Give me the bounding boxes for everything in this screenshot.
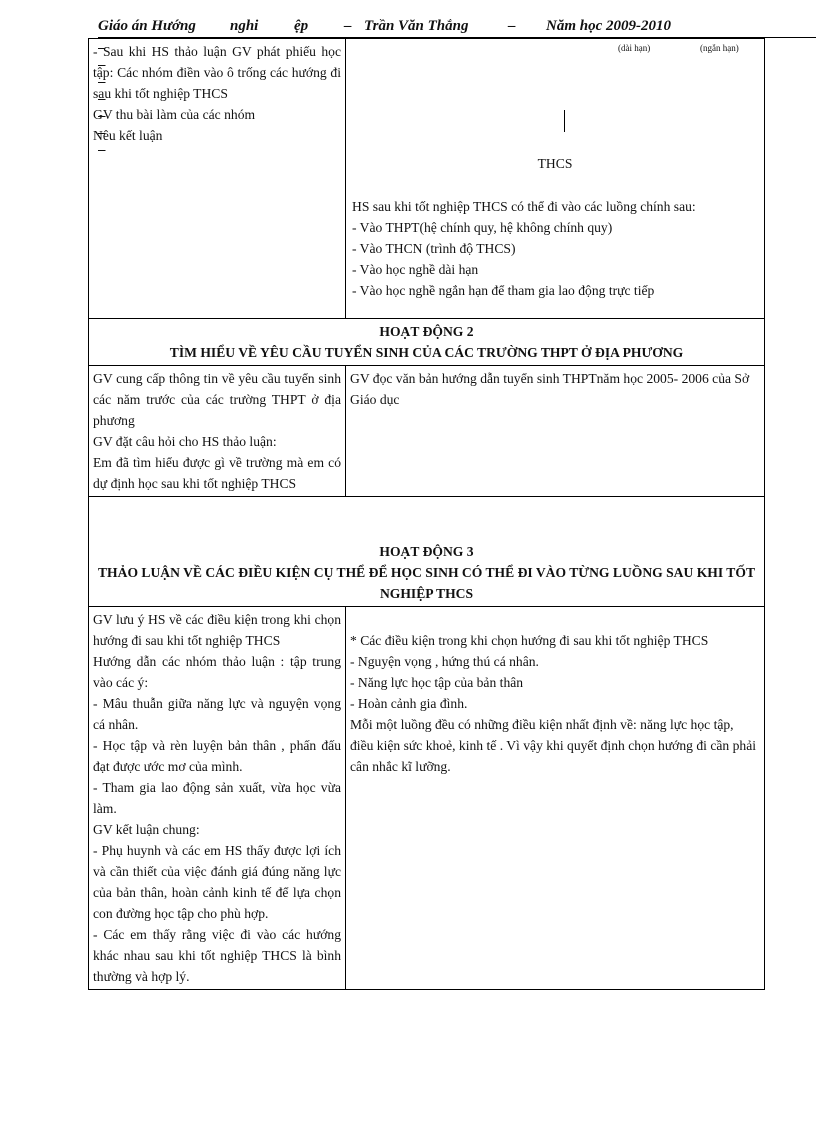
section1-right-line: - Vào THCN (trình độ THCS) <box>352 241 516 256</box>
diagram-label-long-term: (dài hạn) <box>618 43 651 53</box>
section1-row <box>89 39 765 319</box>
activity3-left-line: - Học tập và rèn luyện bản thân , phấn đấu đạt được ước mơ của mình. <box>93 738 341 774</box>
section1-right-cell <box>346 39 765 319</box>
activity3-left-line: - Phụ huynh và các em HS thấy được lợi ích và cần thiết của việc đánh giá đúng năng lực của bản thân, hoàn cảnh kinh tế để lựa chọn con đường học tập cho phù hợp. <box>93 843 341 921</box>
activity3-right-line: - Năng lực học tập của bản thân <box>350 675 524 690</box>
header-separator-1: – <box>344 18 352 34</box>
activity3-left-line: - Mâu thuẫn giữa năng lực và nguyện vọng cá nhân. <box>93 696 341 732</box>
diagram-label-short-term: (ngắn hạn) <box>700 43 739 53</box>
activity3-right-cell <box>346 607 765 990</box>
activity3-left-line: Hướng dẫn các nhóm thảo luận : tập trung vào các ý: <box>93 654 341 690</box>
section1-diagram-area <box>350 41 760 316</box>
activity3-right-line: * Các điều kiện trong khi chọn hướng đi sau khi tốt nghiệp THCS <box>350 633 709 648</box>
section1-right-line: - Vào THPT(hệ chính quy, hệ không chính quy) <box>352 220 613 235</box>
activity3-left-line: GV kết luận chung: <box>93 822 200 837</box>
section1-right-line: HS sau khi tốt nghiệp THCS có thể đi vào các luồng chính sau: <box>352 199 696 214</box>
activity2-subtitle: TÌM HIỂU VỀ YÊU CẦU TUYỂN SINH CỦA CÁC TRƯỜNG THPT Ở ĐỊA PHƯƠNG <box>169 345 684 360</box>
activity3-heading-cell <box>89 497 765 607</box>
section1-right-line: - Vào học nghề ngắn hạn để tham gia lao động trực tiếp <box>352 283 655 298</box>
activity3-right-line: - Hoàn cảnh gia đình. <box>350 696 468 711</box>
activity2-left-cell <box>89 366 346 497</box>
activity2-right-line: GV đọc văn bản hướng dẫn tuyển sinh THPTnăm học 2005- 2006 của Sở Giáo dục <box>350 371 750 407</box>
lesson-table <box>88 38 765 990</box>
section1-right-text <box>352 196 756 301</box>
activity2-left-line: GV đặt câu hỏi cho HS thảo luận: <box>93 434 277 449</box>
activity2-heading-cell <box>89 319 765 366</box>
activity2-right-cell <box>346 366 765 497</box>
activity3-right-line: - Nguyện vọng , hứng thú cá nhân. <box>350 654 539 669</box>
section1-left-line: Nêu kết luận <box>93 128 163 143</box>
page-header <box>98 18 816 36</box>
diagram-connector-line <box>564 110 565 132</box>
activity2-heading-row <box>89 319 765 366</box>
activity2-title: HOẠT ĐỘNG 2 <box>379 324 474 339</box>
activity3-content-row <box>89 607 765 990</box>
activity3-title: HOẠT ĐỘNG 3 <box>379 544 474 559</box>
activity3-left-line: - Tham gia lao động sản xuất, vừa học vừa làm. <box>93 780 341 816</box>
activity3-heading-row <box>89 497 765 607</box>
heading-spacer <box>93 499 760 541</box>
diagram-center-label: THCS <box>537 156 573 171</box>
header-part1: Giáo án Hướng <box>98 18 196 34</box>
section1-right-line: - Vào học nghề dài hạn <box>352 262 479 277</box>
activity3-left-cell <box>89 607 346 990</box>
header-author: Trần Văn Thắng <box>364 18 469 34</box>
activity3-left-line: - Các em thấy rằng việc đi vào các hướng khác nhau sau khi tốt nghiệp THCS là bình thường và hợp lý. <box>93 927 341 984</box>
section1-left-line: GV thu bài làm của các nhóm <box>93 107 256 122</box>
activity2-left-line: Em đã tìm hiểu được gì về trường mà em có dự định học sau khi tốt nghiệp THCS <box>93 455 341 491</box>
header-part2: nghi <box>230 18 259 34</box>
activity3-left-line: GV lưu ý HS về các điều kiện trong khi chọn hướng đi sau khi tốt nghiệp THCS <box>93 612 341 648</box>
header-school-year: Năm học 2009-2010 <box>546 18 671 34</box>
section1-left-line: - Sau khi HS thảo luận GV phát phiếu học tập: Các nhóm điền vào ô trống các hướng đi sau khi tốt nghiệp THCS <box>93 44 341 101</box>
spacer <box>350 609 760 630</box>
activity3-subtitle: THẢO LUẬN VỀ CÁC ĐIỀU KIỆN CỤ THỂ ĐỂ HỌC SINH CÓ THỂ ĐI VÀO TỪNG LUỒNG SAU KHI TỐT NGHIỆP THCS <box>97 565 756 601</box>
activity2-left-line: GV cung cấp thông tin về yêu cầu tuyển sinh các năm trước của các trường THPT ở địa phương <box>93 371 341 428</box>
activity2-content-row <box>89 366 765 497</box>
header-part3: ệp <box>294 18 309 34</box>
section1-left-cell <box>89 39 346 319</box>
header-separator-2: – <box>508 18 516 34</box>
activity3-right-line: Mỗi một luồng đều có những điều kiện nhất định về: năng lực học tập, điều kiện sức khoẻ, kinh tế . Vì vậy khi quyết định chọn hướng đi cần phải cân nhắc kĩ lưỡng. <box>350 717 757 774</box>
